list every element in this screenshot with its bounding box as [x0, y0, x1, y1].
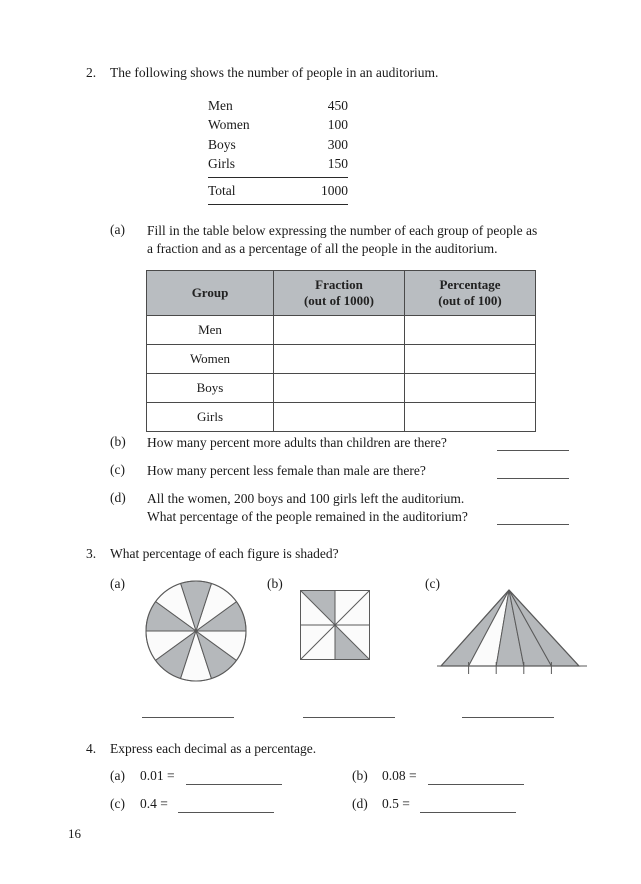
question-3-number: 3.: [86, 546, 97, 561]
part-b-letter: (b): [110, 434, 126, 449]
figure-c-letter: (c): [425, 576, 440, 591]
table-row: [147, 345, 536, 374]
list-item: [208, 154, 348, 173]
part-a-text-line2: a fraction and as a percentage of all the people in the auditorium.: [147, 241, 498, 256]
q4-item-b-expression: 0.08 =: [382, 768, 417, 783]
part-d-text-line1: All the women, 200 boys and 100 girls left the auditorium.: [147, 491, 465, 506]
cell-percentage[interactable]: [405, 316, 536, 345]
table-row: [147, 403, 536, 432]
question-4-number: 4.: [86, 741, 97, 756]
column-header-fraction: [274, 271, 405, 316]
q4-item-b-letter: (b): [352, 768, 368, 783]
total-value: 1000: [321, 182, 348, 198]
part-b-text: How many percent more adults than children are there?: [147, 435, 447, 450]
list-divider-bottom: [208, 204, 348, 205]
figure-triangle-strips: [437, 586, 587, 683]
part-d-text-line2: What percentage of the people remained in the auditorium?: [147, 509, 468, 524]
part-d-answer-blank[interactable]: [497, 524, 569, 525]
cell-group: Men: [147, 316, 274, 345]
q4-item-a-letter: (a): [110, 768, 125, 783]
cell-percentage[interactable]: [405, 345, 536, 374]
row-label: Men: [208, 98, 233, 113]
row-label: Girls: [208, 156, 235, 172]
q4-item-c-answer-blank[interactable]: [178, 812, 274, 813]
figure-a-answer-blank[interactable]: [142, 717, 234, 718]
table-row: [147, 374, 536, 403]
square-triangles-svg: [300, 590, 370, 660]
list-divider-top: [208, 177, 348, 178]
question-2-number: 2.: [86, 65, 97, 80]
pie-circle-svg: [144, 578, 248, 684]
list-item: [208, 135, 348, 154]
row-value: 300: [327, 136, 348, 152]
total-label: Total: [208, 182, 236, 198]
row-label: Boys: [208, 136, 236, 152]
table-row: [147, 316, 536, 345]
row-value: 100: [327, 117, 348, 133]
header-line1: Fraction: [315, 277, 363, 293]
q4-item-a-expression: 0.01 =: [140, 768, 175, 783]
cell-fraction[interactable]: [274, 316, 405, 345]
part-c-letter: (c): [110, 462, 125, 477]
q4-item-c-letter: (c): [110, 796, 125, 811]
cell-group: Girls: [147, 403, 274, 432]
figure-b-answer-blank[interactable]: [303, 717, 395, 718]
q4-item-a-answer-blank[interactable]: [186, 784, 282, 785]
header-line2: (out of 100): [438, 293, 502, 308]
question-4-stem: Express each decimal as a percentage.: [110, 741, 317, 756]
figure-b-letter: (b): [267, 576, 283, 591]
part-a-text-line1: Fill in the table below expressing the number of each group of people as: [147, 223, 538, 238]
question-3-stem: What percentage of each figure is shaded?: [110, 546, 339, 561]
list-item: [208, 96, 348, 115]
part-c-text: How many percent less female than male are there?: [147, 463, 426, 478]
column-header-group: [147, 271, 274, 316]
part-a-letter: (a): [110, 222, 125, 237]
triangle-strips-svg: [437, 586, 587, 678]
figure-pie-circle: [144, 578, 248, 689]
list-item: [208, 115, 348, 134]
figure-square-triangles: [300, 590, 370, 665]
header-line2: (out of 1000): [303, 293, 375, 308]
cell-fraction[interactable]: [274, 403, 405, 432]
cell-percentage[interactable]: [405, 374, 536, 403]
cell-group: Boys: [147, 374, 274, 403]
q4-item-c-expression: 0.4 =: [140, 796, 168, 811]
page-number: 16: [68, 826, 81, 841]
column-header-percentage: [405, 271, 536, 316]
part-d-letter: (d): [110, 490, 126, 505]
auditorium-people-list: [208, 96, 348, 208]
figure-c-answer-blank[interactable]: [462, 717, 554, 718]
list-total-row: [208, 181, 348, 200]
figure-a-letter: (a): [110, 576, 125, 591]
header-line1: Percentage: [439, 277, 501, 293]
cell-group: Women: [147, 345, 274, 374]
row-value: 450: [327, 98, 348, 113]
table-header-row: [147, 271, 536, 316]
q4-item-b-answer-blank[interactable]: [428, 784, 524, 785]
cell-fraction[interactable]: [274, 345, 405, 374]
q4-item-d-answer-blank[interactable]: [420, 812, 516, 813]
q4-item-d-letter: (d): [352, 796, 368, 811]
part-c-answer-blank[interactable]: [497, 478, 569, 479]
row-label: Women: [208, 117, 250, 133]
question-2-stem: The following shows the number of people in an auditorium.: [110, 65, 439, 80]
header-line1: Group: [191, 285, 229, 301]
group-fraction-percentage-table: [146, 270, 536, 432]
row-value: 150: [327, 156, 348, 172]
q4-item-d-expression: 0.5 =: [382, 796, 410, 811]
part-b-answer-blank[interactable]: [497, 450, 569, 451]
cell-percentage[interactable]: [405, 403, 536, 432]
cell-fraction[interactable]: [274, 374, 405, 403]
